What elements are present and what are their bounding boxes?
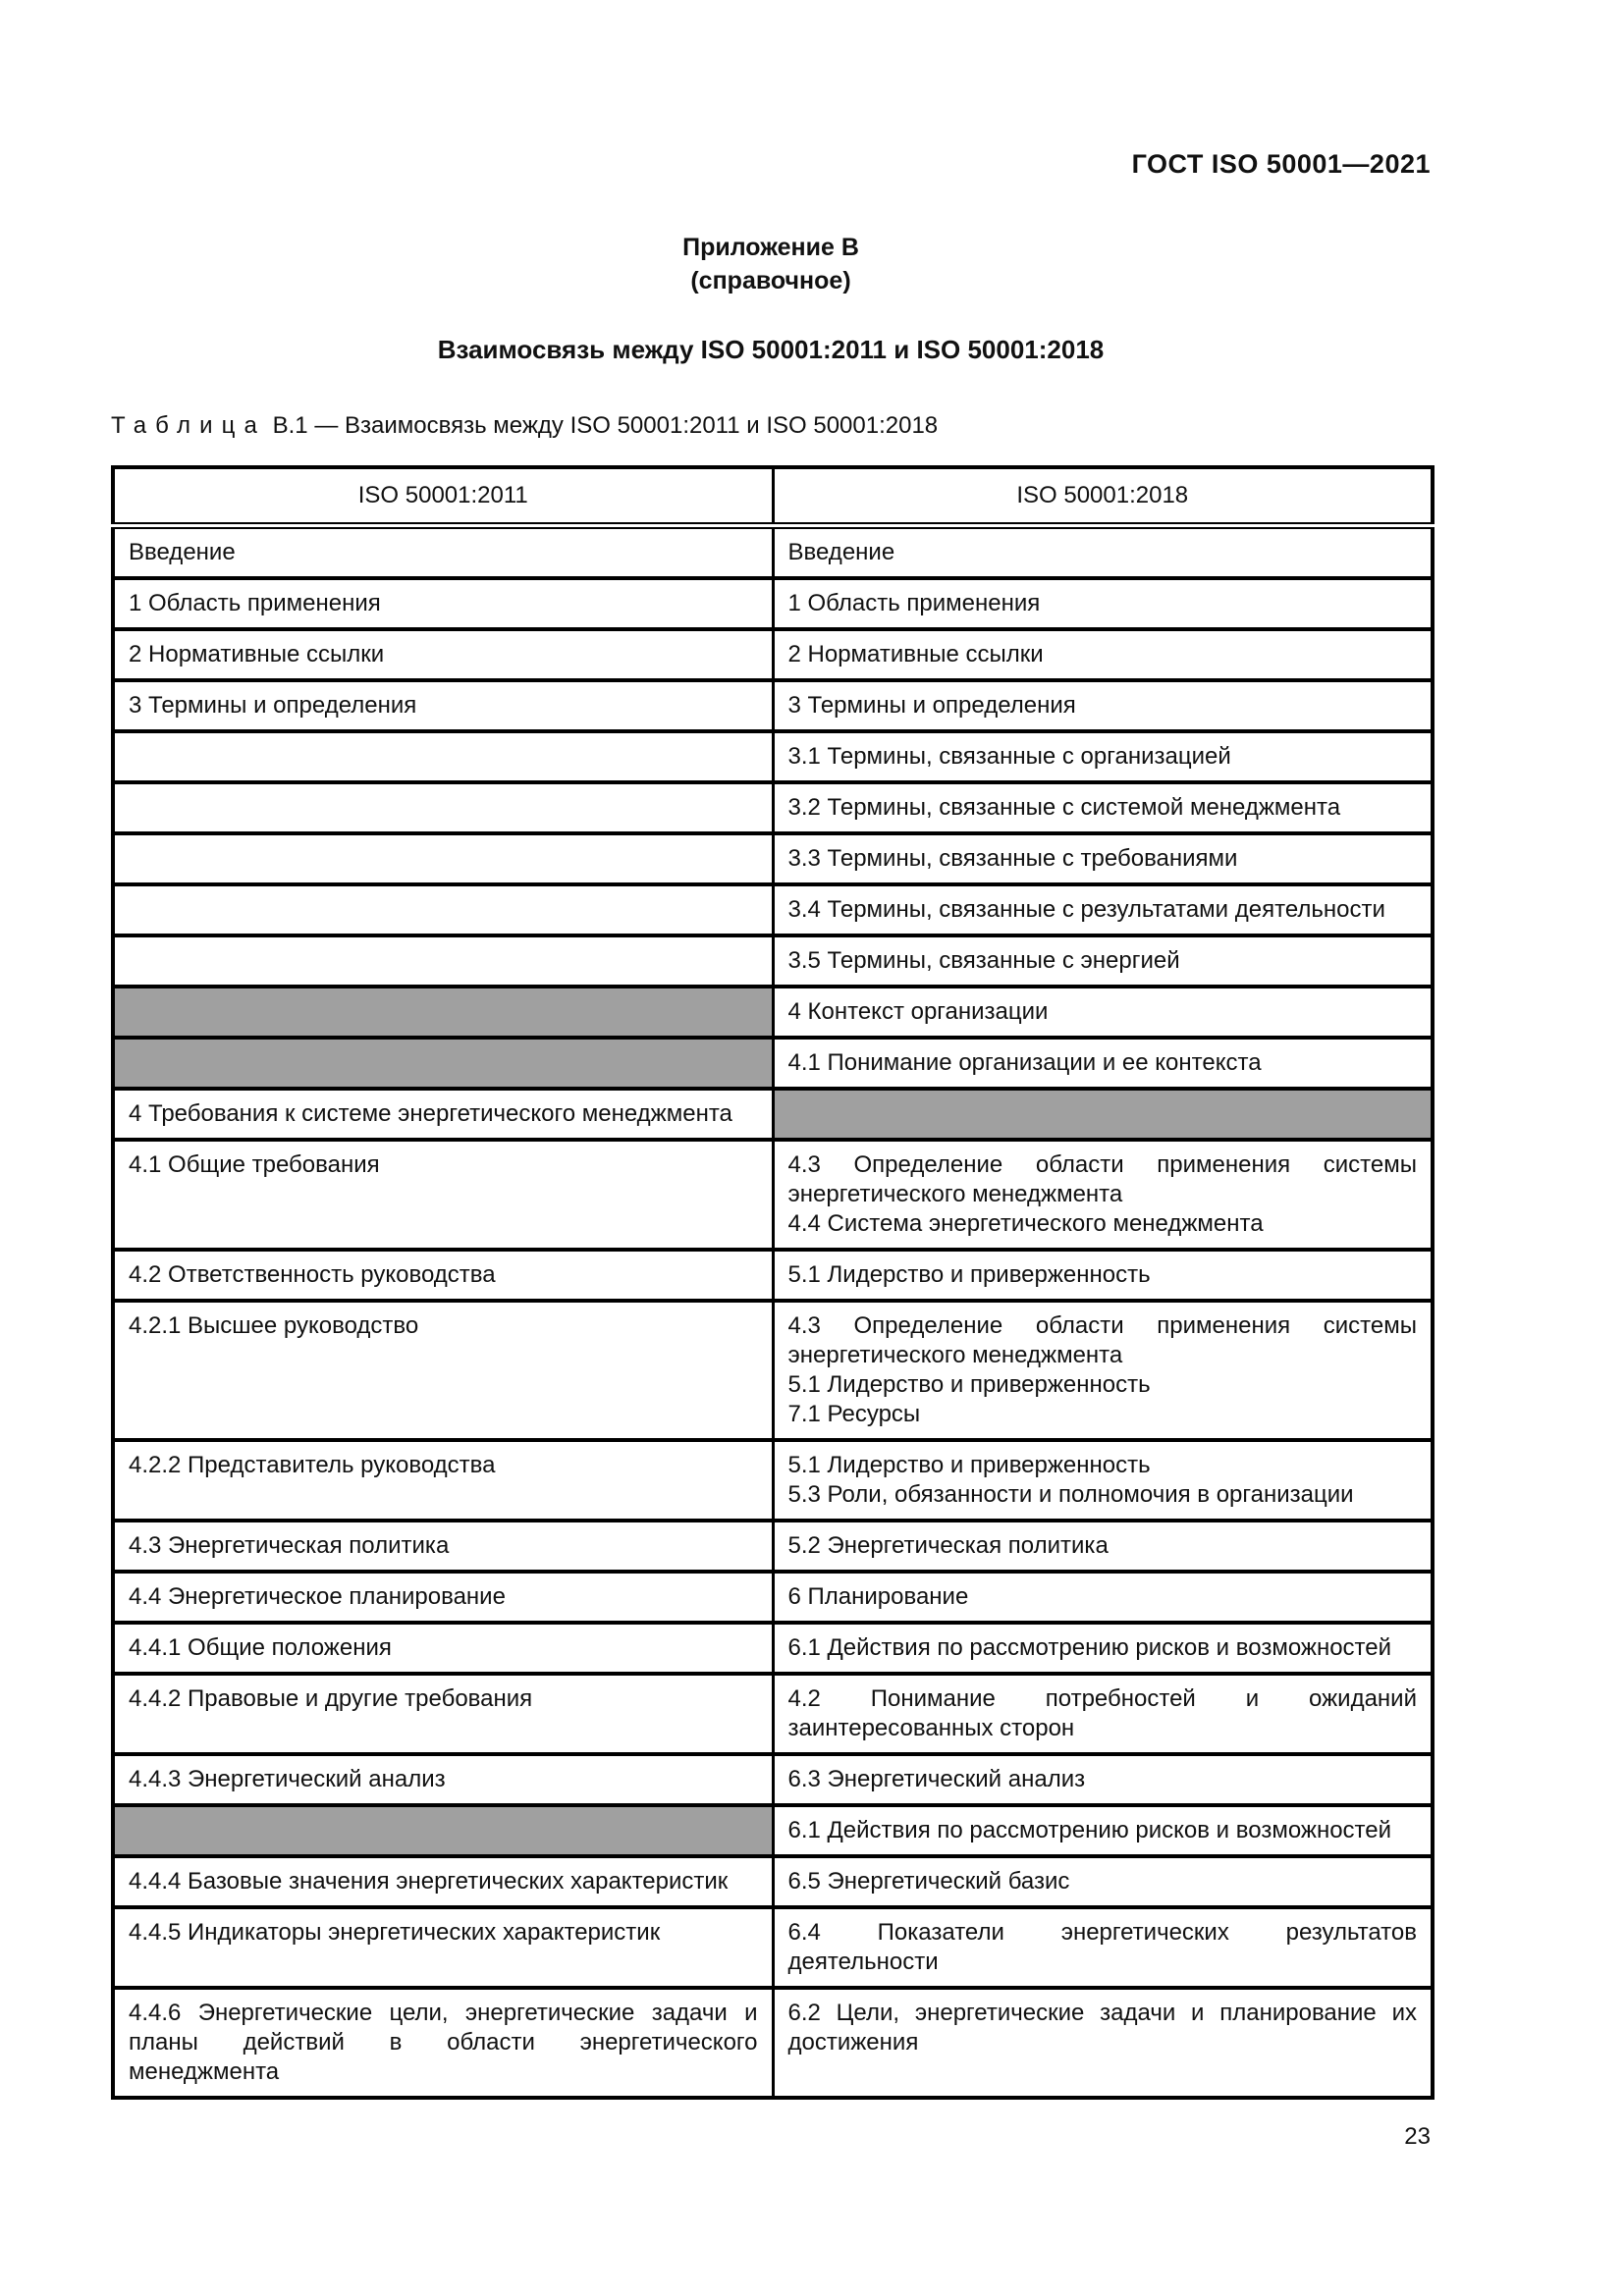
table-row xyxy=(113,935,1433,987)
cell-text: 3 Термины и определения xyxy=(129,692,417,719)
cell-text: 4.4 Система энергетического менеджмента xyxy=(787,1210,1264,1237)
left-cell xyxy=(113,1623,773,1674)
cell-text: 5.1 Лидерство и приверженность xyxy=(787,1371,1151,1398)
right-cell xyxy=(773,1856,1433,1907)
right-cell xyxy=(773,1038,1433,1089)
cell-text: 4.4.3 Энергетический анализ xyxy=(129,1766,446,1792)
left-cell xyxy=(113,1440,773,1521)
cell-text: 4.4 Энергетическое планирование xyxy=(129,1583,506,1610)
cell-text: 6.1 Действия по рассмотрению рисков и возможностей xyxy=(787,1817,1392,1843)
table-row xyxy=(113,680,1433,731)
left-cell xyxy=(113,782,773,833)
cell-text: 4.3 Определение области применения системы энергетического менеджмента xyxy=(787,1312,1417,1368)
right-cell xyxy=(773,1521,1433,1572)
page-content xyxy=(111,0,1431,2151)
doc-header: ГОСТ ISO 50001—2021 xyxy=(1131,149,1431,179)
cell-text: 4.4.4 Базовые значения энергетических характеристик xyxy=(129,1868,729,1895)
cell-text: 3.5 Термины, связанные с энергией xyxy=(787,947,1180,974)
table-row xyxy=(113,1856,1433,1907)
cell-text: 1 Область применения xyxy=(129,590,381,616)
left-cell xyxy=(113,1038,773,1089)
cell-text: 6.4 Показатели энергетических результатов деятельности xyxy=(787,1919,1417,1975)
table-caption-number: В.1 xyxy=(272,412,308,439)
table-row xyxy=(113,1674,1433,1754)
left-cell xyxy=(113,1805,773,1856)
right-cell xyxy=(773,987,1433,1038)
column-header-iso-2011: ISO 50001:2011 xyxy=(113,467,773,526)
column-header-iso-2018: ISO 50001:2018 xyxy=(773,467,1433,526)
cell-text: 5.2 Энергетическая политика xyxy=(787,1532,1109,1559)
table-header-row xyxy=(113,467,1433,526)
cell-text: 4.3 Определение области применения системы энергетического менеджмента xyxy=(787,1151,1417,1207)
right-cell xyxy=(773,1301,1433,1440)
table-row xyxy=(113,578,1433,629)
cell-text: 4 Требования к системе энергетического менеджмента xyxy=(129,1100,732,1127)
right-cell xyxy=(773,731,1433,782)
table-row xyxy=(113,1754,1433,1805)
left-cell xyxy=(113,1988,773,2098)
page-number: 23 xyxy=(1404,2123,1431,2150)
cell-text: 4.2 Понимание потребностей и ожиданий заинтересованных сторон xyxy=(787,1685,1417,1741)
cell-text: 4.1 Общие требования xyxy=(129,1151,380,1178)
table-row xyxy=(113,1988,1433,2098)
left-cell xyxy=(113,833,773,884)
right-cell xyxy=(773,782,1433,833)
cell-text: 3.1 Термины, связанные с организацией xyxy=(787,743,1231,770)
left-cell xyxy=(113,1301,773,1440)
table-row xyxy=(113,1907,1433,1988)
table-row xyxy=(113,629,1433,680)
table-row xyxy=(113,1038,1433,1089)
left-cell xyxy=(113,884,773,935)
cell-text: 2 Нормативные ссылки xyxy=(129,641,385,667)
cell-text: 4.2.2 Представитель руководства xyxy=(129,1452,496,1478)
left-cell xyxy=(113,680,773,731)
table-row xyxy=(113,1301,1433,1440)
cell-text: 4.2.1 Высшее руководство xyxy=(129,1312,419,1339)
table-caption-word: Таблица xyxy=(111,412,266,439)
left-cell xyxy=(113,987,773,1038)
section-title: Взаимосвязь между ISO 50001:2011 и ISO 50001:2018 xyxy=(437,335,1105,364)
table-row xyxy=(113,884,1433,935)
table-row xyxy=(113,1572,1433,1623)
cell-text: 4.4.1 Общие положения xyxy=(129,1634,392,1661)
table-row xyxy=(113,833,1433,884)
left-cell xyxy=(113,1572,773,1623)
table-body xyxy=(113,526,1433,2099)
right-cell xyxy=(773,1907,1433,1988)
left-cell xyxy=(113,1250,773,1301)
left-cell xyxy=(113,1089,773,1140)
left-cell xyxy=(113,935,773,987)
table-row xyxy=(113,1089,1433,1140)
table-row xyxy=(113,1521,1433,1572)
cell-text: 3.2 Термины, связанные с системой менеджмента xyxy=(787,794,1341,821)
left-cell xyxy=(113,1856,773,1907)
right-cell xyxy=(773,1805,1433,1856)
left-cell xyxy=(113,731,773,782)
cell-text: 4.4.2 Правовые и другие требования xyxy=(129,1685,533,1712)
right-cell xyxy=(773,1623,1433,1674)
cell-text: 1 Область применения xyxy=(787,590,1041,616)
cell-text: 6.2 Цели, энергетические задачи и планирование их достижения xyxy=(787,2000,1417,2056)
right-cell xyxy=(773,578,1433,629)
left-cell xyxy=(113,1140,773,1250)
right-cell xyxy=(773,1988,1433,2098)
table-row xyxy=(113,782,1433,833)
table-row xyxy=(113,987,1433,1038)
cell-text: 6.1 Действия по рассмотрению рисков и возможностей xyxy=(787,1634,1392,1661)
table-row xyxy=(113,1250,1433,1301)
cell-text: 6.3 Энергетический анализ xyxy=(787,1766,1086,1792)
appendix-note: (справочное) xyxy=(690,267,851,294)
cell-text: 4.3 Энергетическая политика xyxy=(129,1532,450,1559)
cell-text: 4.4.6 Энергетические цели, энергетические задачи и планы действий в области энергетического менеджмента xyxy=(129,2000,758,2085)
cell-text: 3 Термины и определения xyxy=(787,692,1076,719)
cell-text: 2 Нормативные ссылки xyxy=(787,641,1044,667)
left-cell xyxy=(113,1907,773,1988)
appendix-label: Приложение В xyxy=(682,234,859,261)
table-row xyxy=(113,1623,1433,1674)
cell-text: 6 Планирование xyxy=(787,1583,969,1610)
cell-text: 5.3 Роли, обязанности и полномочия в организации xyxy=(787,1481,1354,1508)
left-cell xyxy=(113,629,773,680)
table-row xyxy=(113,1140,1433,1250)
left-cell xyxy=(113,578,773,629)
table-caption xyxy=(111,412,1431,440)
appendix-heading xyxy=(111,231,1431,297)
table-caption-text: — Взаимосвязь между ISO 50001:2011 и ISO 50001:2018 xyxy=(314,412,939,439)
cell-text: 6.5 Энергетический базис xyxy=(787,1868,1070,1895)
table-row xyxy=(113,731,1433,782)
table-row xyxy=(113,1440,1433,1521)
right-cell xyxy=(773,680,1433,731)
table-row xyxy=(113,1805,1433,1856)
cell-text: 3.4 Термины, связанные с результатами деятельности xyxy=(787,896,1385,923)
cell-text: 4.2 Ответственность руководства xyxy=(129,1261,496,1288)
right-cell xyxy=(773,1674,1433,1754)
cell-text: 4.1 Понимание организации и ее контекста xyxy=(787,1049,1262,1076)
left-cell xyxy=(113,526,773,579)
table-row xyxy=(113,526,1433,579)
cell-text: 7.1 Ресурсы xyxy=(787,1401,921,1427)
left-cell xyxy=(113,1754,773,1805)
left-cell xyxy=(113,1521,773,1572)
right-cell xyxy=(773,1572,1433,1623)
right-cell xyxy=(773,1754,1433,1805)
cell-text: 4.4.5 Индикаторы энергетических характеристик xyxy=(129,1919,661,1946)
right-cell xyxy=(773,833,1433,884)
cell-text: Введение xyxy=(129,539,236,565)
right-cell xyxy=(773,526,1433,579)
left-cell xyxy=(113,1674,773,1754)
cell-text: 3.3 Термины, связанные с требованиями xyxy=(787,845,1238,872)
cell-text: 5.1 Лидерство и приверженность xyxy=(787,1452,1151,1478)
right-cell xyxy=(773,1440,1433,1521)
right-cell xyxy=(773,1089,1433,1140)
cell-text: 5.1 Лидерство и приверженность xyxy=(787,1261,1151,1288)
right-cell xyxy=(773,1250,1433,1301)
right-cell xyxy=(773,629,1433,680)
right-cell xyxy=(773,884,1433,935)
cell-text: 4 Контекст организации xyxy=(787,998,1049,1025)
right-cell xyxy=(773,935,1433,987)
right-cell xyxy=(773,1140,1433,1250)
correspondence-table xyxy=(111,465,1435,2100)
cell-text: Введение xyxy=(787,539,895,565)
